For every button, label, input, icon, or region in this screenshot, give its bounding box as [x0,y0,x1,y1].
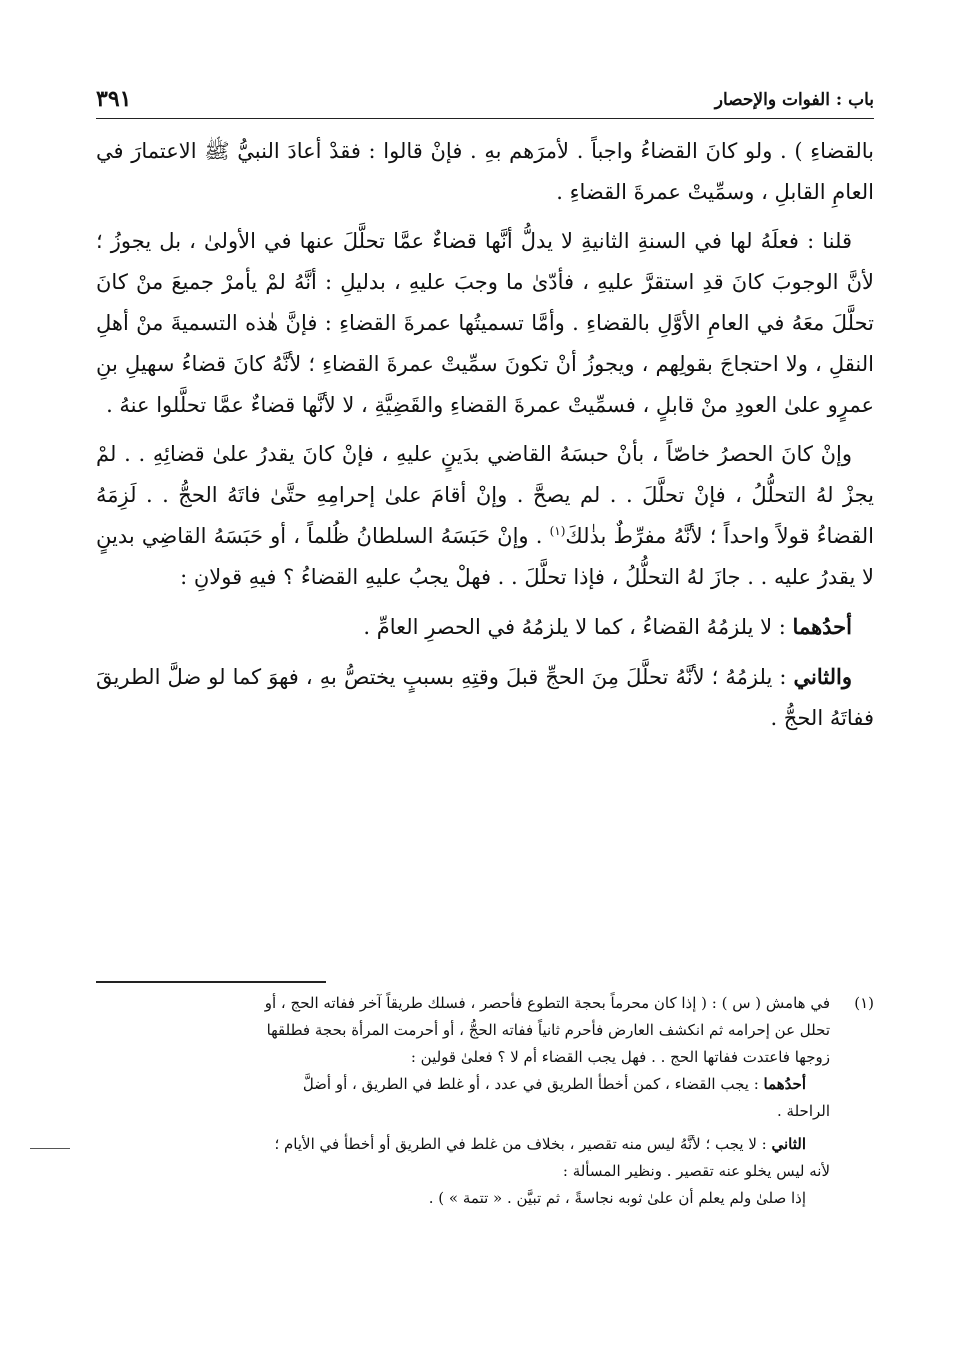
paragraph-text: بالقضاءِ ) . ولو كانَ القضاءُ واجباً . لأمرَهم بهِ . فإنْ قالوا : فقدْ أعادَ النبيُّ ﷺ الاعتمارَ في العامِ القابلِ ، وسمِّيتْ عمرةَ القضاءِ . [96,139,874,204]
paragraph-1 [96,131,874,213]
paragraph-5 [96,656,874,739]
footnote-line [96,990,830,1017]
footnote-line [96,1098,830,1125]
running-title: باب : الفوات والإحصار [714,90,874,110]
footnote-lead: الثاني [771,1135,806,1153]
paragraph-text: وإنْ كانَ الحصرُ خاصّاً ، بأنْ حبسَهُ القاضي بدَينٍ عليهِ ، فإنْ كانَ يقدرُ علىٰ قضائِهِ . . لمْ يجزْ لهُ التحلُّلُ ، فإنْ تحلَّلَ . . لم يصحَّ . وإنْ أقامَ علىٰ إحرامِهِ حتَّىٰ فاتَهُ الحجُّ . . لَزِمَهُ القضاءُ قولاً واحداً ؛ لأنَّهُ مفرِّطٌ بذٰلكَ [96,442,874,548]
footnote-reference[interactable]: (١) [549,524,566,538]
paragraph-lead: والثاني [793,664,852,689]
footnote-line [96,1158,830,1185]
footnote-line [96,1071,830,1098]
footnote-line [96,1131,830,1158]
footnote-text: : لا يجب ؛ لأنَّهُ ليس منه تقصير ، بخلاف من غلط في الطريق أو أخطأ في الأيام ؛ [274,1135,772,1153]
paragraph-3 [96,434,874,598]
footnote-text: تحلل عن إحرامه ثم انكشف العارض فأحرم ثانياً ففاته الحجُّ ، أو أحرمت المرأة بحجة فطلقها [266,1021,830,1039]
main-text [96,131,874,739]
footnote-1 [96,990,874,1212]
paragraph-2 [96,221,874,426]
footnote-line [96,1185,830,1212]
page-number: ٣٩١ [96,86,132,112]
footnote-line [96,1017,830,1044]
footnote-text: : يجب القضاء ، كمن أخطأ الطريق في عدد ، أو غلط في الطريق ، أو أضلَّ [302,1075,764,1093]
footnote-text: لأنه ليس يخلو عنه تقصير . ونظير المسألة : [562,1162,830,1180]
paragraph-text: : يلزمُهُ ؛ لأنَّهُ تحلَّلَ مِنَ الحجِّ قبلَ وقتِهِ بسببٍ يختصُّ بهِ ، فهوَ كما لو ضلَّ الطريقَ ففاتَهُ الحجُّ . [96,665,874,730]
footnote-separator [96,981,326,983]
paragraph-lead: أحدُهما [792,614,852,639]
footnote-text: الراحلة . [777,1102,830,1120]
footnote-number: (١) [854,994,874,1012]
paragraph-text: قلنا : فعلَهُ لها في السنةِ الثانيةِ لا يدلُّ أنَّها قضاءٌ عمَّا تحلَّلَ عنها في الأولىٰ ، بل يجوزُ ؛ لأنَّ الوجوبَ كانَ قدِ استقرَّ عليهِ ، فأدّىٰ ما وجبَ عليهِ ، بدليلِ : أنَّهُ لمْ يأمرْ جميعَ منْ كانَ تحلَّلَ معَهُ في العامِ الأوَّلِ بالقضاءِ . وأمَّا تسميتُها عمرةَ القضاءِ : فإنَّ هٰذه التسميةَ منْ أهلِ النقلِ ، ولا احتجاجَ بقولِهم ، ويجوزُ أنْ تكونَ سمِّيتْ عمرةَ القضاءِ ؛ لأنَّهُ كانَ قضاءُ سهيلِ بنِ عمرٍو علىٰ العودِ منْ قابلٍ ، فسمِّيتْ عمرةَ القضاءِ والقَضِيَّةِ ، لا لأنَّها قضاءٌ عمَّا تحلَّلوا عنهُ . [96,229,874,417]
footnotes [96,990,874,1212]
footnote-line [96,1044,830,1071]
paragraph-text: . وإنْ حَبَسَهُ السلطانُ ظُلماً ، أو حَبَسَهُ القاضِي بدينٍ لا يقدرُ عليه . . جازَ لهُ التحلُّلُ ، فإذا تحلَّلَ . . فهلْ يجبُ عليهِ القضاءُ ؟ فيهِ قولانِ : [96,524,874,589]
paragraph-4 [96,606,874,648]
margin-mark [30,1148,70,1149]
footnote-text: إذا صلىٰ ولم يعلم أن علىٰ ثوبه نجاسةً ، ثم تبيَّن . « تتمة » ) . [428,1189,806,1207]
book-page [96,84,874,747]
footnote-text: في هامش ( س ) : ( إذا كان محرماً بحجة التطوع فأحصر ، فسلك طريقاً آخر ففاته الحج ، أو [264,994,830,1012]
paragraph-text: : لا يلزمُهُ القضاءُ ، كما لا يلزمُهُ في الحصرِ العامِّ . [363,615,793,639]
page-header [96,84,874,119]
footnote-lead: أحدُهما [763,1075,806,1093]
footnote-text: زوجها فاعتدت ففاتها الحج . . فهل يجب القضاء أم لا ؟ فعلىٰ قولين : [410,1048,830,1066]
